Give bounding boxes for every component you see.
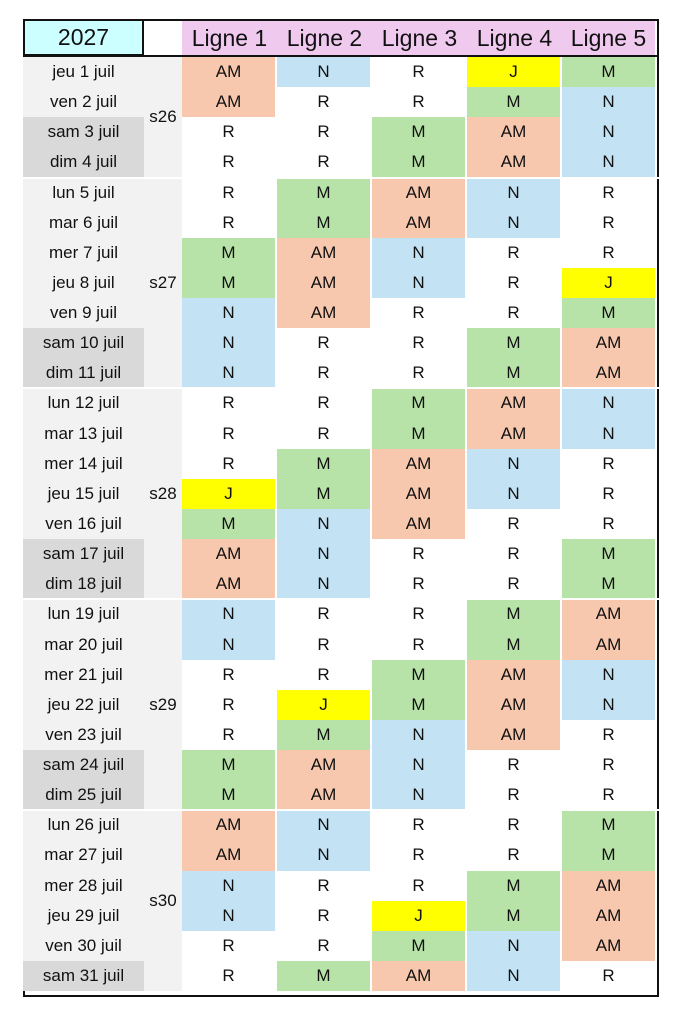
date-cell[interactable]: ven 9 juil <box>23 298 144 328</box>
shift-cell-ligne-5[interactable]: AM <box>562 599 655 629</box>
shift-cell-ligne-3[interactable]: R <box>372 57 465 87</box>
date-cell[interactable]: jeu 15 juil <box>23 479 144 509</box>
header-divider <box>23 55 659 57</box>
shift-cell-ligne-1[interactable]: M <box>182 780 275 810</box>
shift-cell-ligne-5[interactable]: R <box>562 780 655 810</box>
shift-cell-ligne-4[interactable]: M <box>467 87 560 117</box>
date-cell[interactable]: sam 24 juil <box>23 750 144 780</box>
date-cell[interactable]: ven 30 juil <box>23 931 144 961</box>
shift-cell-ligne-1[interactable]: M <box>182 268 275 298</box>
column-header-ligne-2[interactable]: Ligne 2 <box>277 19 372 56</box>
date-cell[interactable]: sam 17 juil <box>23 539 144 569</box>
date-cell[interactable]: lun 5 juil <box>23 178 144 208</box>
shift-cell-ligne-1[interactable]: R <box>182 208 275 238</box>
shift-cell-ligne-2[interactable]: N <box>277 810 370 840</box>
shift-cell-ligne-3[interactable]: M <box>372 419 465 449</box>
shift-cell-ligne-4[interactable]: M <box>467 599 560 629</box>
shift-cell-ligne-3[interactable]: AM <box>372 961 465 991</box>
shift-cell-ligne-4[interactable]: AM <box>467 660 560 690</box>
shift-cell-ligne-1[interactable]: R <box>182 449 275 479</box>
shift-cell-ligne-2[interactable]: R <box>277 629 370 659</box>
shift-cell-ligne-5[interactable]: R <box>562 961 655 991</box>
shift-cell-ligne-3[interactable]: M <box>372 690 465 720</box>
shift-cell-ligne-1[interactable]: R <box>182 388 275 418</box>
week-separator <box>23 387 659 389</box>
shift-cell-ligne-5[interactable]: R <box>562 449 655 479</box>
shift-cell-ligne-4[interactable]: R <box>467 810 560 840</box>
date-cell[interactable]: mer 28 juil <box>23 871 144 901</box>
shift-cell-ligne-4[interactable]: N <box>467 961 560 991</box>
date-cell[interactable]: mar 6 juil <box>23 208 144 238</box>
date-cell[interactable]: mar 13 juil <box>23 419 144 449</box>
shift-cell-ligne-3[interactable]: R <box>372 298 465 328</box>
shift-cell-ligne-1[interactable]: N <box>182 599 275 629</box>
shift-cell-ligne-3[interactable]: R <box>372 810 465 840</box>
column-header-ligne-5[interactable]: Ligne 5 <box>562 19 655 56</box>
shift-cell-ligne-3[interactable]: R <box>372 599 465 629</box>
shift-cell-ligne-5[interactable]: R <box>562 720 655 750</box>
schedule-table <box>23 19 659 997</box>
shift-cell-ligne-2[interactable]: M <box>277 449 370 479</box>
shift-cell-ligne-1[interactable]: N <box>182 328 275 358</box>
week-label[interactable]: s27 <box>144 178 182 389</box>
shift-cell-ligne-3[interactable]: N <box>372 238 465 268</box>
week-label[interactable]: s30 <box>144 810 182 991</box>
date-cell[interactable]: jeu 1 juil <box>23 57 144 87</box>
shift-cell-ligne-4[interactable]: R <box>467 750 560 780</box>
shift-cell-ligne-1[interactable]: R <box>182 931 275 961</box>
shift-cell-ligne-5[interactable]: N <box>562 660 655 690</box>
shift-cell-ligne-2[interactable]: N <box>277 57 370 87</box>
shift-cell-ligne-4[interactable]: AM <box>467 419 560 449</box>
date-cell[interactable]: sam 3 juil <box>23 117 144 147</box>
shift-cell-ligne-5[interactable]: M <box>562 810 655 840</box>
shift-cell-ligne-1[interactable]: M <box>182 509 275 539</box>
shift-cell-ligne-1[interactable]: R <box>182 690 275 720</box>
date-cell[interactable]: lun 12 juil <box>23 388 144 418</box>
shift-cell-ligne-4[interactable]: AM <box>467 388 560 418</box>
shift-cell-ligne-1[interactable]: R <box>182 147 275 177</box>
shift-cell-ligne-3[interactable]: R <box>372 328 465 358</box>
shift-cell-ligne-5[interactable]: R <box>562 178 655 208</box>
shift-cell-ligne-3[interactable]: R <box>372 629 465 659</box>
shift-cell-ligne-3[interactable]: N <box>372 750 465 780</box>
date-cell[interactable]: mer 21 juil <box>23 660 144 690</box>
shift-cell-ligne-4[interactable]: AM <box>467 147 560 177</box>
shift-cell-ligne-1[interactable]: AM <box>182 57 275 87</box>
shift-cell-ligne-2[interactable]: AM <box>277 750 370 780</box>
shift-cell-ligne-2[interactable]: N <box>277 569 370 599</box>
shift-cell-ligne-5[interactable]: R <box>562 238 655 268</box>
shift-cell-ligne-2[interactable]: R <box>277 871 370 901</box>
shift-cell-ligne-1[interactable]: AM <box>182 569 275 599</box>
date-cell[interactable]: mar 20 juil <box>23 629 144 659</box>
shift-cell-ligne-1[interactable]: N <box>182 871 275 901</box>
week-separator <box>23 177 659 179</box>
column-header-ligne-3[interactable]: Ligne 3 <box>372 19 467 56</box>
shift-cell-ligne-5[interactable]: R <box>562 479 655 509</box>
shift-cell-ligne-3[interactable]: AM <box>372 208 465 238</box>
date-cell[interactable]: lun 19 juil <box>23 599 144 629</box>
shift-cell-ligne-1[interactable]: AM <box>182 810 275 840</box>
shift-cell-ligne-5[interactable]: AM <box>562 358 655 388</box>
shift-cell-ligne-2[interactable]: J <box>277 690 370 720</box>
shift-cell-ligne-4[interactable]: R <box>467 509 560 539</box>
shift-cell-ligne-5[interactable]: M <box>562 57 655 87</box>
shift-cell-ligne-4[interactable]: R <box>467 539 560 569</box>
shift-cell-ligne-4[interactable]: R <box>467 238 560 268</box>
shift-cell-ligne-2[interactable]: R <box>277 660 370 690</box>
shift-cell-ligne-2[interactable]: N <box>277 509 370 539</box>
date-cell[interactable]: sam 10 juil <box>23 328 144 358</box>
shift-cell-ligne-1[interactable]: R <box>182 117 275 147</box>
shift-cell-ligne-5[interactable]: N <box>562 690 655 720</box>
shift-cell-ligne-5[interactable]: R <box>562 208 655 238</box>
shift-cell-ligne-5[interactable]: AM <box>562 931 655 961</box>
week-label[interactable]: s26 <box>144 57 182 178</box>
shift-cell-ligne-3[interactable]: AM <box>372 479 465 509</box>
shift-cell-ligne-5[interactable]: R <box>562 509 655 539</box>
shift-cell-ligne-5[interactable]: N <box>562 117 655 147</box>
shift-cell-ligne-2[interactable]: R <box>277 931 370 961</box>
column-header-ligne-4[interactable]: Ligne 4 <box>467 19 562 56</box>
shift-cell-ligne-4[interactable]: M <box>467 901 560 931</box>
shift-cell-ligne-5[interactable]: AM <box>562 901 655 931</box>
shift-cell-ligne-2[interactable]: AM <box>277 780 370 810</box>
shift-cell-ligne-3[interactable]: R <box>372 569 465 599</box>
shift-cell-ligne-1[interactable]: R <box>182 720 275 750</box>
shift-cell-ligne-1[interactable]: R <box>182 178 275 208</box>
week-column-header[interactable] <box>144 19 182 56</box>
date-cell[interactable]: mar 27 juil <box>23 840 144 870</box>
shift-cell-ligne-5[interactable]: M <box>562 539 655 569</box>
date-cell[interactable]: jeu 8 juil <box>23 268 144 298</box>
date-cell[interactable]: dim 4 juil <box>23 147 144 177</box>
week-label[interactable]: s28 <box>144 388 182 599</box>
shift-cell-ligne-4[interactable]: N <box>467 479 560 509</box>
shift-cell-ligne-4[interactable]: J <box>467 57 560 87</box>
column-header-ligne-1[interactable]: Ligne 1 <box>182 19 277 56</box>
shift-cell-ligne-3[interactable]: R <box>372 871 465 901</box>
date-cell[interactable]: dim 18 juil <box>23 569 144 599</box>
shift-cell-ligne-3[interactable]: M <box>372 117 465 147</box>
shift-cell-ligne-2[interactable]: R <box>277 147 370 177</box>
shift-cell-ligne-3[interactable]: R <box>372 840 465 870</box>
shift-cell-ligne-3[interactable]: M <box>372 388 465 418</box>
date-cell[interactable]: sam 31 juil <box>23 961 144 991</box>
shift-cell-ligne-2[interactable]: M <box>277 178 370 208</box>
year-header[interactable]: 2027 <box>23 19 144 56</box>
shift-cell-ligne-3[interactable]: R <box>372 358 465 388</box>
shift-cell-ligne-5[interactable]: N <box>562 419 655 449</box>
shift-cell-ligne-5[interactable]: M <box>562 840 655 870</box>
shift-cell-ligne-4[interactable]: N <box>467 449 560 479</box>
shift-cell-ligne-2[interactable]: R <box>277 901 370 931</box>
date-cell[interactable]: ven 16 juil <box>23 509 144 539</box>
shift-cell-ligne-2[interactable]: M <box>277 208 370 238</box>
shift-cell-ligne-2[interactable]: R <box>277 328 370 358</box>
date-cell[interactable]: lun 26 juil <box>23 810 144 840</box>
shift-cell-ligne-5[interactable]: M <box>562 569 655 599</box>
shift-cell-ligne-2[interactable]: AM <box>277 238 370 268</box>
shift-cell-ligne-1[interactable]: M <box>182 238 275 268</box>
shift-cell-ligne-4[interactable]: M <box>467 358 560 388</box>
shift-cell-ligne-1[interactable]: R <box>182 660 275 690</box>
shift-cell-ligne-3[interactable]: M <box>372 931 465 961</box>
shift-cell-ligne-5[interactable]: R <box>562 750 655 780</box>
shift-cell-ligne-3[interactable]: AM <box>372 509 465 539</box>
week-label[interactable]: s29 <box>144 599 182 810</box>
shift-cell-ligne-2[interactable]: M <box>277 479 370 509</box>
shift-cell-ligne-3[interactable]: N <box>372 780 465 810</box>
date-cell[interactable]: ven 23 juil <box>23 720 144 750</box>
date-cell[interactable]: mer 14 juil <box>23 449 144 479</box>
shift-cell-ligne-3[interactable]: M <box>372 660 465 690</box>
shift-cell-ligne-4[interactable]: R <box>467 298 560 328</box>
shift-cell-ligne-2[interactable]: R <box>277 599 370 629</box>
shift-cell-ligne-4[interactable]: N <box>467 931 560 961</box>
shift-cell-ligne-4[interactable]: M <box>467 328 560 358</box>
date-cell[interactable]: dim 25 juil <box>23 780 144 810</box>
shift-cell-ligne-2[interactable]: N <box>277 539 370 569</box>
shift-cell-ligne-2[interactable]: AM <box>277 268 370 298</box>
shift-cell-ligne-1[interactable]: M <box>182 750 275 780</box>
shift-cell-ligne-4[interactable]: R <box>467 569 560 599</box>
shift-cell-ligne-4[interactable]: N <box>467 208 560 238</box>
shift-cell-ligne-2[interactable]: R <box>277 419 370 449</box>
shift-cell-ligne-5[interactable]: AM <box>562 328 655 358</box>
shift-cell-ligne-2[interactable]: AM <box>277 298 370 328</box>
shift-cell-ligne-4[interactable]: R <box>467 268 560 298</box>
shift-cell-ligne-5[interactable]: J <box>562 268 655 298</box>
shift-cell-ligne-5[interactable]: AM <box>562 629 655 659</box>
shift-cell-ligne-2[interactable]: M <box>277 961 370 991</box>
shift-cell-ligne-1[interactable]: AM <box>182 539 275 569</box>
shift-cell-ligne-3[interactable]: N <box>372 268 465 298</box>
shift-cell-ligne-5[interactable]: N <box>562 388 655 418</box>
shift-cell-ligne-3[interactable]: AM <box>372 178 465 208</box>
shift-cell-ligne-1[interactable]: N <box>182 298 275 328</box>
shift-cell-ligne-1[interactable]: N <box>182 629 275 659</box>
shift-cell-ligne-5[interactable]: M <box>562 298 655 328</box>
shift-cell-ligne-4[interactable]: AM <box>467 690 560 720</box>
shift-cell-ligne-3[interactable]: J <box>372 901 465 931</box>
date-cell[interactable]: jeu 22 juil <box>23 690 144 720</box>
shift-cell-ligne-1[interactable]: AM <box>182 840 275 870</box>
shift-cell-ligne-4[interactable]: M <box>467 871 560 901</box>
shift-cell-ligne-3[interactable]: N <box>372 720 465 750</box>
date-cell[interactable]: ven 2 juil <box>23 87 144 117</box>
shift-cell-ligne-1[interactable]: N <box>182 358 275 388</box>
week-separator <box>23 598 659 600</box>
shift-cell-ligne-5[interactable]: N <box>562 147 655 177</box>
shift-cell-ligne-1[interactable]: N <box>182 901 275 931</box>
shift-cell-ligne-3[interactable]: AM <box>372 449 465 479</box>
shift-cell-ligne-2[interactable]: R <box>277 87 370 117</box>
shift-cell-ligne-4[interactable]: AM <box>467 117 560 147</box>
shift-cell-ligne-3[interactable]: R <box>372 539 465 569</box>
date-cell[interactable]: mer 7 juil <box>23 238 144 268</box>
shift-cell-ligne-3[interactable]: R <box>372 87 465 117</box>
shift-cell-ligne-2[interactable]: R <box>277 117 370 147</box>
shift-cell-ligne-4[interactable]: AM <box>467 720 560 750</box>
week-separator <box>23 809 659 811</box>
shift-cell-ligne-4[interactable]: R <box>467 780 560 810</box>
shift-cell-ligne-2[interactable]: R <box>277 358 370 388</box>
shift-cell-ligne-2[interactable]: M <box>277 720 370 750</box>
shift-cell-ligne-2[interactable]: N <box>277 840 370 870</box>
date-cell[interactable]: dim 11 juil <box>23 358 144 388</box>
shift-cell-ligne-4[interactable]: N <box>467 178 560 208</box>
shift-cell-ligne-1[interactable]: AM <box>182 87 275 117</box>
shift-cell-ligne-2[interactable]: R <box>277 388 370 418</box>
shift-cell-ligne-1[interactable]: R <box>182 419 275 449</box>
date-cell[interactable]: jeu 29 juil <box>23 901 144 931</box>
shift-cell-ligne-1[interactable]: R <box>182 961 275 991</box>
shift-cell-ligne-1[interactable]: J <box>182 479 275 509</box>
shift-cell-ligne-4[interactable]: M <box>467 629 560 659</box>
shift-cell-ligne-3[interactable]: M <box>372 147 465 177</box>
shift-cell-ligne-5[interactable]: N <box>562 87 655 117</box>
shift-cell-ligne-4[interactable]: R <box>467 840 560 870</box>
shift-cell-ligne-5[interactable]: AM <box>562 871 655 901</box>
